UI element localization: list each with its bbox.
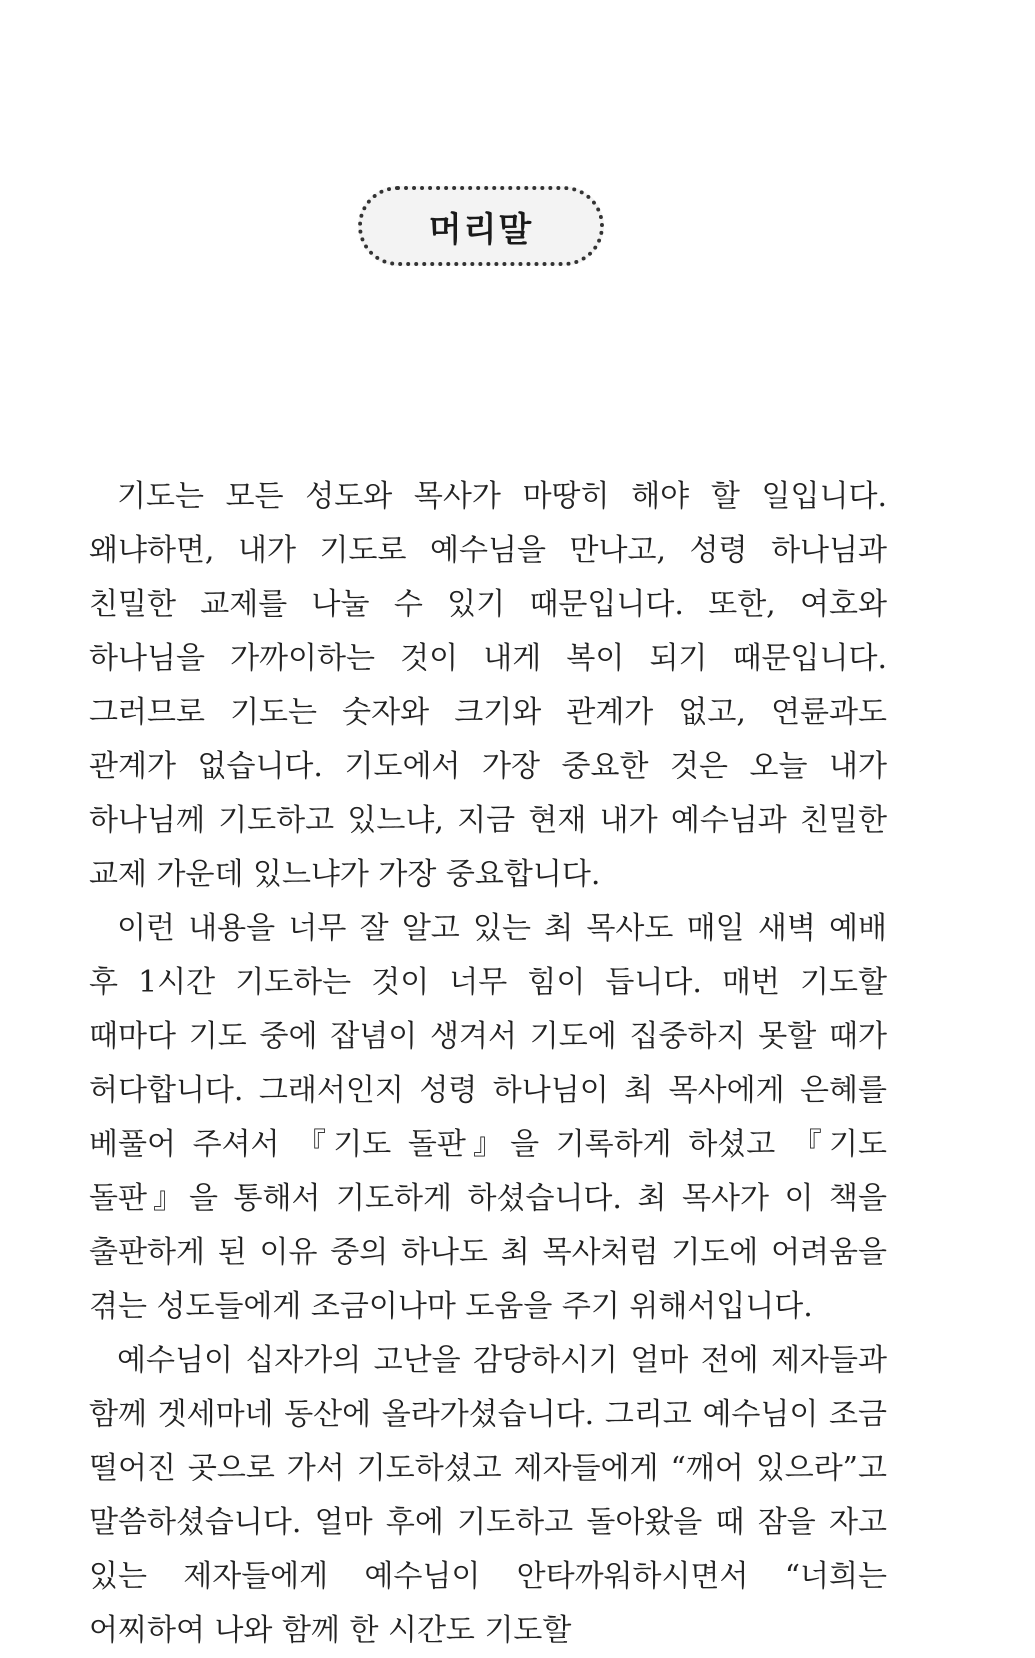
paragraph: 이런 내용을 너무 잘 알고 있는 최 목사도 매일 새벽 예배 후 1시간 기도하는 것이 너무 힘이 듭니다. 매번 기도할 때마다 기도 중에 잡념이 생겨서 기도에 집중하지 못할 때가 허다합니다. 그래서인지 성령 하나님이 최 목사에게 은혜를 베풀어 주셔서 『기도 돌판』을 기록하게 하셨고 『기도 돌판』을 통해서 기도하게 하셨습니다. 최 목사가 이 책을 출판하게 된 이유 중의 하나도 최 목사처럼 기도에 어려움을 겪는 성도들에게 조금이나마 도움을 주기 위해서입니다. xyxy=(89,911,887,1324)
paragraph: 기도는 모든 성도와 목사가 마땅히 해야 할 일입니다. 왜냐하면, 내가 기도로 예수님을 만나고, 성령 하나님과 친밀한 교제를 나눌 수 있기 때문입니다. 또한, 여호와 하나님을 가까이하는 것이 내게 복이 되기 때문입니다. 그러므로 기도는 숫자와 크기와 관계가 없고, 연륜과도 관계가 없습니다. 기도에서 가장 중요한 것은 오늘 내가 하나님께 기도하고 있느냐, 지금 현재 내가 예수님과 친밀한 교제 가운데 있느냐가 가장 중요합니다. xyxy=(89,479,887,892)
paragraph: 예수님이 십자가의 고난을 감당하시기 얼마 전에 제자들과 함께 겟세마네 동산에 올라가셨습니다. 그리고 예수님이 조금 떨어진 곳으로 가서 기도하셨고 제자들에게 “깨어 있으라”고 말씀하셨습니다. 얼마 후에 기도하고 돌아왔을 때 잠을 자고 있는 제자들에게 예수님이 안타까워하시면서 “너희는 어찌하여 나와 함께 한 시간도 기도할 xyxy=(89,1343,887,1648)
chapter-title: 머리말 xyxy=(428,209,534,250)
chapter-title-badge xyxy=(358,186,604,266)
body-text xyxy=(89,470,887,1658)
